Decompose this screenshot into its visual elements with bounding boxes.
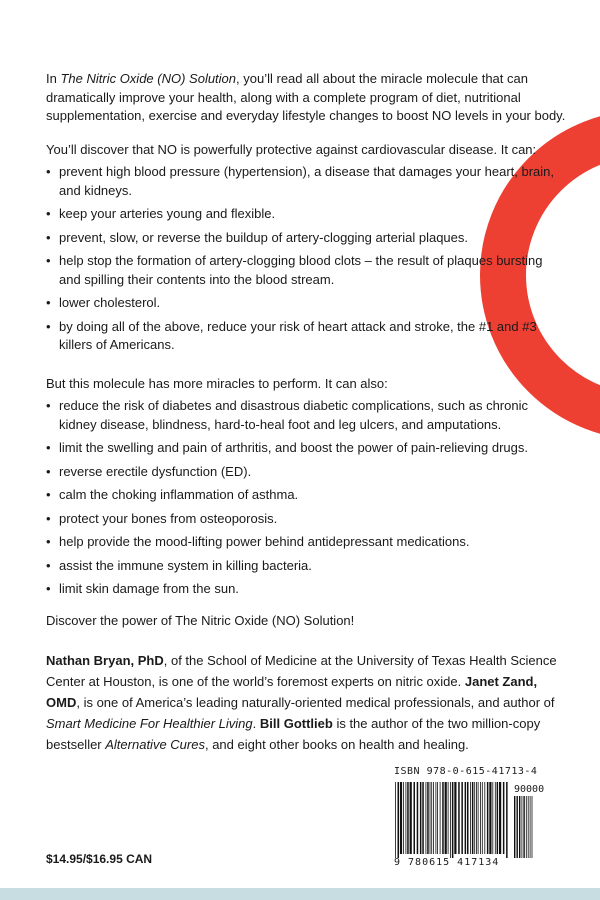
barcode-bar [476,782,477,854]
list-item: • lower cholesterol. [46,294,566,313]
barcode-addon-bar [523,796,524,858]
intro-paragraph: In The Nitric Oxide (NO) Solution, you’ll read all about the miracle molecule that can dramatically improve your health, along with a complete program of diet, nutritional supplementation, exercise and everyday lifestyle changes to boost NO levels in your body. [46,71,566,123]
barcode-bar [431,782,432,854]
barcode-bar [480,782,481,854]
barcode-bar [499,782,501,854]
barcode-bar [417,782,419,854]
barcode-addon-bar [519,796,520,858]
barcode-bars [394,782,534,858]
barcode-bar [410,782,412,854]
more-lead: But this molecule has more miracles to perform. It can also: [46,375,388,391]
barcode-bar [422,782,424,854]
barcode-bar [430,782,431,854]
barcode-bar [426,782,427,854]
bottom-color-strip [0,888,600,900]
list-item: • prevent high blood pressure (hypertension), a disease that damages your heart, brain, and kidneys. [46,163,566,200]
barcode-addon-bar [528,796,529,858]
barcode-bar [403,782,404,854]
barcode-bar [454,782,456,854]
author-bio-paragraph: Nathan Bryan, PhD, of the School of Medicine at the University of Texas Health Science Center at Houston, is one of the world’s foremost experts on nitric oxide. Janet Zand, OMD, is one of America’s leading naturally-oriented medical professionals, and author of Smart Medicine For Healthier Living. Bill Gottlieb is the author of the two million-copy bestseller Alternative Cures, and eight other books on health and healing. [46,653,557,752]
barcode-bar [450,782,451,858]
cardio-benefits-list [46,163,566,355]
barcode-bar [440,782,441,854]
isbn-barcode [394,766,545,872]
barcode-bar [492,782,493,854]
barcode-bar [484,782,485,854]
ean-number: 9 780615 417134 [394,857,500,868]
barcode-addon-bar [532,796,533,858]
list-item: • limit skin damage from the sun. [46,580,566,599]
list-item: • calm the choking inflammation of asthma. [46,486,566,505]
barcode-bar [406,782,407,854]
list-item: • reduce the risk of diabetes and disastrous diabetic complications, such as chronic kidney disease, blindness, hard-to-heal foot and leg ulcers, and amputations. [46,397,566,434]
book-title: The Nitric Oxide (NO) Solution [60,71,237,86]
barcode-bar [445,782,447,854]
barcode-bar [470,782,471,854]
barcode-bar [467,782,469,854]
barcode-bar [489,782,491,854]
barcode-bar [474,782,475,854]
barcode-bar [437,782,438,854]
barcode-bar [495,782,496,854]
list-item: • protect your bones from osteoporosis. [46,510,566,529]
barcode-addon-bar [530,796,531,858]
barcode-bar [482,782,483,854]
list-item: • limit the swelling and pain of arthritis, and boost the power of pain-relieving drugs. [46,439,566,458]
author-name: Janet Zand, OMD [46,674,538,710]
discover-line: Discover the power of The Nitric Oxide (NO) Solution! [46,612,355,628]
barcode-bar [414,782,416,854]
barcode-bar [503,782,505,854]
author-name: Bill Gottlieb [259,716,333,731]
barcode-bar [398,782,400,858]
barcode-addon-bar [526,796,527,858]
author-name: Nathan Bryan, PhD [46,653,164,668]
list-item: • assist the immune system in killing bacteria. [46,557,566,576]
book-reference: Alternative Cures [105,737,205,752]
barcode-bar [472,782,474,854]
book-reference: Smart Medicine For Healthier Living [46,716,253,731]
barcode-bar [395,782,396,858]
barcode-bar [448,782,449,854]
barcode-bar [433,782,434,854]
list-item: • reverse erectile dysfunction (ED). [46,463,566,482]
barcode-bar [420,782,422,854]
barcode-addon-bar [522,796,523,858]
list-item: • prevent, slow, or reverse the buildup of artery-clogging arterial plaques. [46,229,566,248]
barcode-bar [465,782,467,854]
cover-text [46,70,566,755]
barcode-bar [452,782,454,858]
barcode-bar [436,782,437,854]
isbn-number: ISBN 978-0-615-41713-4 [394,766,538,777]
list-item: • help stop the formation of artery-clogging blood clots – the result of plaques bursting and spilling their contents into the blood stream. [46,252,566,289]
barcode-bar [458,782,460,854]
barcode-bar [506,782,508,858]
barcode-bar [407,782,409,854]
barcode-addon-bar [514,796,515,858]
barcode-bar [487,782,489,854]
addon-number: 90000 [514,784,545,795]
barcode-bar [442,782,444,854]
barcode-bar [461,782,463,854]
more-benefits-list [46,397,566,599]
cardio-lead: You’ll discover that NO is powerfully protective against cardiovascular disease. It can: [46,141,537,157]
list-item: • help provide the mood-lifting power behind antidepressant medications. [46,533,566,552]
barcode-addon-bar [517,796,518,858]
price: $14.95/$16.95 CAN [46,852,153,866]
barcode-bar [497,782,499,854]
list-item: • by doing all of the above, reduce your risk of heart attack and stroke, the #1 and #3 killers of Americans. [46,318,566,355]
barcode-bar [400,782,402,854]
list-item: • keep your arteries young and flexible. [46,205,566,224]
barcode-bar [427,782,429,854]
author-bios [46,650,566,755]
barcode-bar [478,782,479,854]
